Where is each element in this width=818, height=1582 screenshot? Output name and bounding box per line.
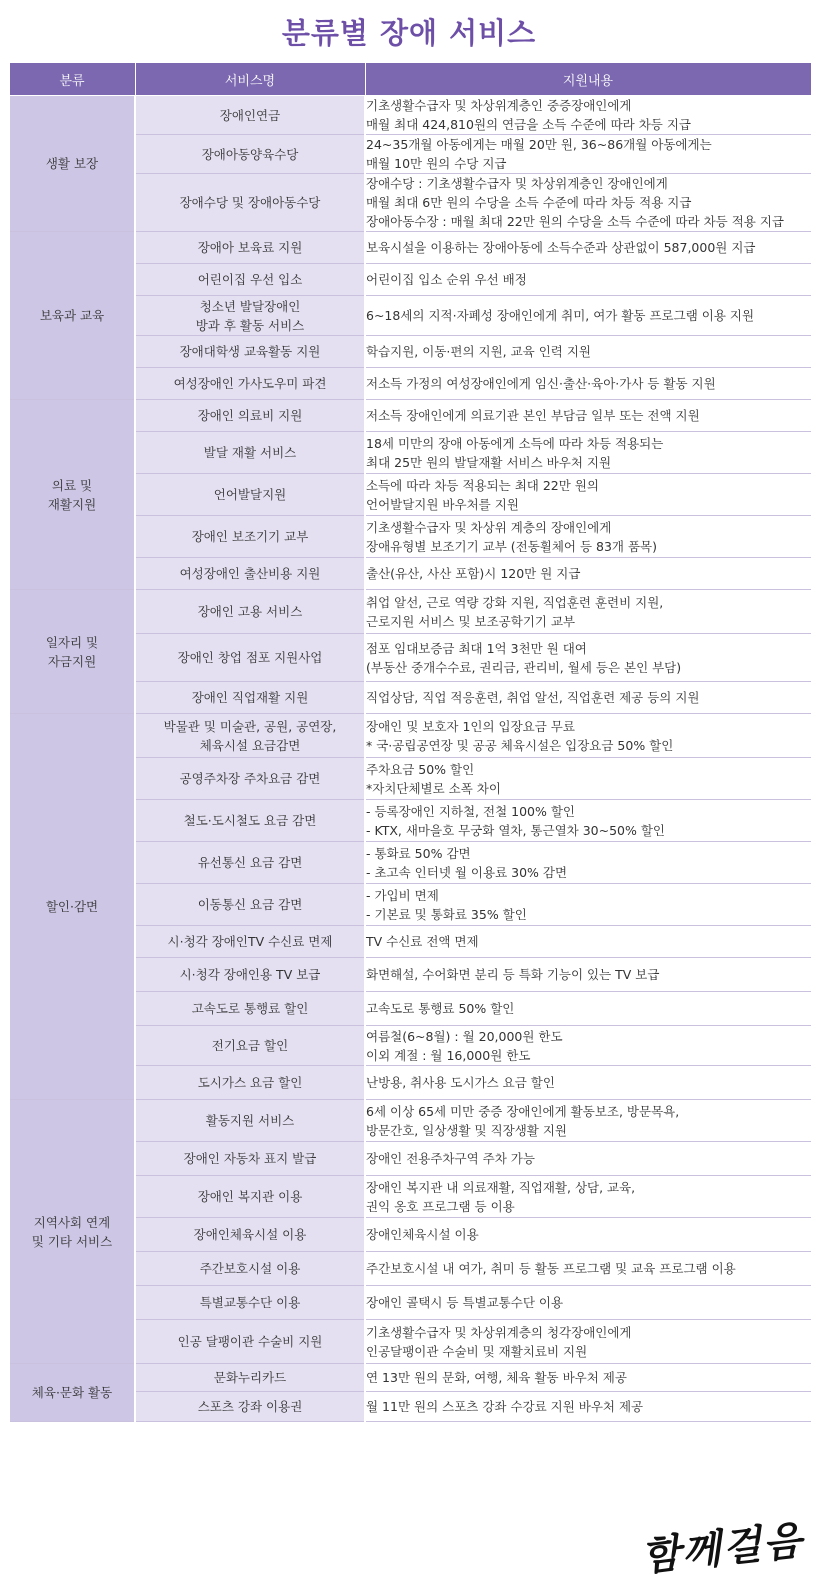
content-cell (365, 992, 811, 1026)
support-content: - 등록장애인 지하철, 전철 100% 할인 - KTX, 새마을호 무궁화 열차, 통근열차 30~50% 할인 (366, 803, 665, 838)
service-name: 장애인 복지관 이용 (197, 1189, 303, 1204)
support-content: 직업상담, 직업 적응훈련, 취업 알선, 직업훈련 제공 등의 지원 (366, 690, 700, 705)
service-cell (135, 926, 365, 958)
service-name: 철도·도시철도 요금 감면 (183, 813, 317, 828)
support-content: TV 수신료 전액 면제 (366, 934, 479, 949)
support-content: 취업 알선, 근로 역량 강화 지원, 직업훈련 훈련비 지원, 근로지원 서비스 및 보조공학기기 교부 (366, 594, 664, 629)
service-cell (135, 1066, 365, 1100)
content-cell (365, 368, 811, 400)
content-cell (365, 1320, 811, 1364)
service-cell (135, 135, 365, 174)
support-content: 6세 이상 65세 미만 중증 장애인에게 활동보조, 방문목욕, 방문간호, 일상생활 및 직장생활 지원 (366, 1103, 680, 1138)
service-cell (135, 992, 365, 1026)
support-content: 보육시설을 이용하는 장애아동에 소득수준과 상관없이 587,000원 지급 (366, 240, 756, 255)
service-name: 도시가스 요금 할인 (197, 1075, 303, 1090)
content-cell (365, 264, 811, 296)
category-name: 생활 보장 (45, 156, 99, 171)
table-row (9, 400, 811, 432)
service-cell (135, 1026, 365, 1066)
content-cell (365, 634, 811, 682)
service-cell (135, 264, 365, 296)
service-name: 장애아 보육료 지원 (197, 240, 303, 255)
support-content: 소득에 따라 차등 적용되는 최대 22만 원의 언어발달지원 바우처를 지원 (366, 477, 599, 512)
service-name: 스포츠 강좌 이용권 (197, 1399, 303, 1414)
service-name: 여성장애인 출산비용 지원 (179, 566, 321, 581)
service-cell (135, 1218, 365, 1252)
service-cell (135, 516, 365, 558)
service-name: 공영주차장 주차요금 감면 (179, 771, 321, 786)
category-cell (9, 1364, 135, 1422)
content-cell (365, 296, 811, 336)
support-content: 월 11만 원의 스포츠 강좌 수강료 지원 바우처 제공 (366, 1399, 644, 1414)
support-content: 6~18세의 지적·자폐성 장애인에게 취미, 여가 활동 프로그램 이용 지원 (366, 308, 755, 323)
service-name: 전기요금 할인 (211, 1038, 289, 1053)
support-content: 여름철(6~8월) : 월 20,000원 한도 이외 계절 : 월 16,000원 한도 (366, 1028, 563, 1063)
service-name: 유선통신 요금 감면 (197, 855, 303, 870)
category-name: 보육과 교육 (39, 308, 105, 323)
service-cell (135, 1364, 365, 1392)
table-row (9, 96, 811, 135)
service-name: 언어발달지원 (213, 487, 287, 502)
support-content: 장애인 전용주차구역 주차 가능 (366, 1151, 535, 1166)
service-cell (135, 1320, 365, 1364)
service-cell (135, 590, 365, 634)
service-name: 장애인 자동차 표지 발급 (183, 1151, 317, 1166)
content-cell (365, 232, 811, 264)
services-table (8, 62, 812, 1422)
service-name: 고속도로 통행료 할인 (191, 1001, 309, 1016)
table-row (9, 1364, 811, 1392)
table-header-row (9, 63, 811, 96)
watermark-logo: 함께걸음 (639, 1516, 807, 1581)
content-cell (365, 714, 811, 758)
content-cell (365, 1142, 811, 1176)
content-cell (365, 96, 811, 135)
support-content: 18세 미만의 장애 아동에게 소득에 따라 차등 적용되는 최대 25만 원의 발달재활 서비스 바우처 지원 (366, 435, 664, 470)
support-content: 장애인 콜택시 등 특별교통수단 이용 (366, 1295, 564, 1310)
content-cell (365, 1286, 811, 1320)
support-content: 학습지원, 이동·편의 지원, 교육 인력 지원 (366, 344, 591, 359)
service-cell (135, 758, 365, 800)
service-cell (135, 232, 365, 264)
service-cell (135, 800, 365, 842)
category-cell (9, 232, 135, 400)
support-content: 장애수당 : 기초생활수급자 및 차상위계층인 장애인에게 매월 최대 6만 원의 수당을 소득 수준에 따라 차등 적용 지급 장애아동수장 : 매월 최대 22만 원의 수당을 소득 수준에 따라 차등 적용 지급 (366, 176, 784, 229)
support-content: 어린이집 입소 순위 우선 배정 (366, 272, 527, 287)
service-name: 이동통신 요금 감면 (197, 897, 303, 912)
table-row (9, 714, 811, 758)
support-content: - 가입비 면제 - 기본료 및 통화료 35% 할인 (366, 887, 527, 922)
content-cell (365, 1176, 811, 1218)
content-cell (365, 800, 811, 842)
service-cell (135, 1392, 365, 1422)
support-content: 24~35개월 아동에게는 매월 20만 원, 36~86개월 아동에게는 매월 10만 원의 수당 지급 (366, 137, 712, 171)
table-row (9, 590, 811, 634)
service-cell (135, 368, 365, 400)
service-cell (135, 1100, 365, 1142)
service-name: 박물관 및 미술관, 공원, 공연장, 체육시설 요금감면 (163, 718, 337, 753)
content-cell (365, 758, 811, 800)
service-name: 장애인 직업재활 지원 (191, 690, 309, 705)
content-cell (365, 682, 811, 714)
service-name: 장애인 고용 서비스 (197, 604, 303, 619)
support-content: 화면해설, 수어화면 분리 등 특화 기능이 있는 TV 보급 (366, 967, 660, 982)
service-cell (135, 400, 365, 432)
content-cell (365, 1066, 811, 1100)
service-cell (135, 958, 365, 992)
support-content: 기초생활수급자 및 차상위 계층의 장애인에게 장애유형별 보조기기 교부 (전동휠체어 등 83개 품목) (366, 519, 658, 554)
content-cell (365, 1026, 811, 1066)
category-cell (9, 1100, 135, 1364)
header-service: 서비스명 (135, 63, 365, 96)
service-name: 특별교통수단 이용 (199, 1295, 301, 1310)
service-name: 발달 재활 서비스 (203, 445, 297, 460)
content-cell (365, 884, 811, 926)
table-body (9, 96, 811, 1422)
service-cell (135, 1252, 365, 1286)
service-name: 청소년 발달장애인 방과 후 활동 서비스 (195, 298, 305, 333)
service-name: 장애인체육시설 이용 (193, 1227, 307, 1242)
support-content: 주간보호시설 내 여가, 취미 등 활동 프로그램 및 교육 프로그램 이용 (366, 1261, 736, 1276)
content-cell (365, 1364, 811, 1392)
service-name: 장애인연금 (219, 107, 281, 123)
content-cell (365, 842, 811, 884)
support-content: 기초생활수급자 및 차상위계층인 중증장애인에게 매월 최대 424,810원의 연금을 소득 수준에 따라 차등 지급 (366, 98, 691, 132)
support-content: 고속도로 통행료 50% 할인 (366, 1001, 515, 1016)
service-name: 장애인 보조기기 교부 (191, 529, 309, 544)
support-content: 장애인 및 보호자 1인의 입장요금 무료 * 국·공립공연장 및 공공 체육시설은 입장요금 50% 할인 (366, 718, 674, 753)
service-name: 장애인 의료비 지원 (197, 408, 303, 423)
content-cell (365, 1218, 811, 1252)
support-content: 연 13만 원의 문화, 여행, 체육 활동 바우처 제공 (366, 1370, 627, 1385)
service-cell (135, 1142, 365, 1176)
support-content: - 통화료 50% 감면 - 초고속 인터넷 월 이용료 30% 감면 (366, 845, 568, 880)
service-name: 인공 달팽이관 수술비 지원 (177, 1334, 323, 1349)
category-cell (9, 590, 135, 714)
support-content: 점포 임대보증금 최대 1억 3천만 원 대여 (부동산 중개수수료, 권리금, 관리비, 월세 등은 본인 부담) (366, 640, 682, 675)
content-cell (365, 1392, 811, 1422)
category-name: 할인·감면 (45, 899, 99, 914)
support-content: 기초생활수급자 및 차상위계층의 청각장애인에게 인공달팽이관 수술비 및 재활치료비 지원 (366, 1324, 632, 1359)
category-name: 지역사회 연계 및 기타 서비스 (31, 1214, 113, 1249)
content-cell (365, 1100, 811, 1142)
category-name: 체육·문화 활동 (31, 1385, 113, 1400)
service-cell (135, 336, 365, 368)
support-content: 저소득 가정의 여성장애인에게 임신·출산·육아·가사 등 활동 지원 (366, 376, 716, 391)
service-cell (135, 174, 365, 232)
service-name: 문화누리카드 (213, 1370, 287, 1385)
support-content: 출산(유산, 사산 포함)시 120만 원 지급 (366, 566, 581, 581)
category-cell (9, 400, 135, 590)
content-cell (365, 1252, 811, 1286)
content-cell (365, 432, 811, 474)
support-content: 저소득 장애인에게 의료기관 본인 부담금 일부 또는 전액 지원 (366, 408, 700, 423)
service-name: 장애아동양육수당 (201, 146, 299, 162)
category-cell (9, 96, 135, 232)
content-cell (365, 135, 811, 174)
service-cell (135, 682, 365, 714)
table-row (9, 232, 811, 264)
category-cell (9, 714, 135, 1100)
content-cell (365, 926, 811, 958)
support-content: 장애인체육시설 이용 (366, 1227, 479, 1242)
service-name: 장애수당 및 장애아동수당 (179, 195, 321, 210)
service-cell (135, 96, 365, 135)
content-cell (365, 958, 811, 992)
support-content: 장애인 복지관 내 의료재활, 직업재활, 상담, 교육, 권익 옹호 프로그램 등 이용 (366, 1179, 636, 1214)
service-name: 활동지원 서비스 (205, 1113, 295, 1128)
content-cell (365, 590, 811, 634)
service-cell (135, 558, 365, 590)
page-title: 분류별 장애 서비스 (281, 15, 537, 50)
service-name: 장애인 창업 점포 지원사업 (177, 650, 323, 665)
service-name: 시·청각 장애인용 TV 보급 (179, 967, 321, 982)
category-name: 의료 및 재활지원 (47, 477, 97, 512)
service-name: 여성장애인 가사도우미 파견 (173, 376, 327, 391)
service-name: 시·청각 장애인TV 수신료 면제 (167, 934, 333, 949)
service-cell (135, 842, 365, 884)
category-name: 일자리 및 자금지원 (45, 634, 99, 669)
service-name: 장애대학생 교육활동 지원 (179, 344, 321, 359)
service-cell (135, 474, 365, 516)
service-cell (135, 714, 365, 758)
content-cell (365, 336, 811, 368)
content-cell (365, 474, 811, 516)
service-cell (135, 1176, 365, 1218)
support-content: 난방용, 취사용 도시가스 요금 할인 (366, 1075, 555, 1090)
content-cell (365, 174, 811, 232)
service-cell (135, 884, 365, 926)
table-row (9, 1100, 811, 1142)
service-cell (135, 296, 365, 336)
service-cell (135, 1286, 365, 1320)
support-content: 주차요금 50% 할인 *자치단체별로 소폭 차이 (366, 761, 501, 796)
service-cell (135, 432, 365, 474)
header-category: 분류 (9, 63, 135, 96)
content-cell (365, 400, 811, 432)
service-name: 주간보호시설 이용 (199, 1261, 301, 1276)
header-content: 지원내용 (365, 63, 811, 96)
content-cell (365, 516, 811, 558)
service-name: 어린이집 우선 입소 (197, 272, 303, 287)
service-cell (135, 634, 365, 682)
content-cell (365, 558, 811, 590)
